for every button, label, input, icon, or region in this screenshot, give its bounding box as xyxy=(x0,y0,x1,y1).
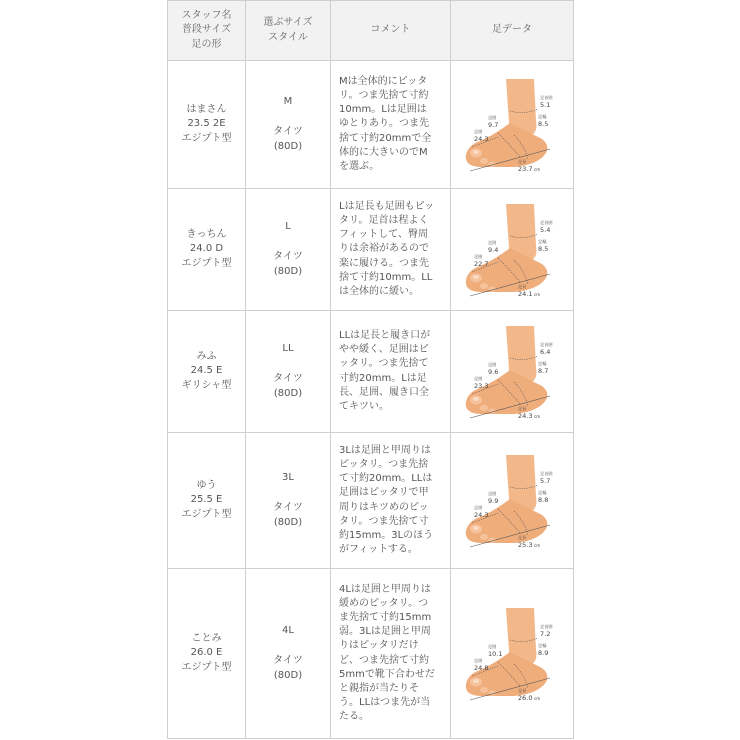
ball-girth-value: 24.3 xyxy=(474,134,489,143)
foot-length-value: 25.3 xyxy=(518,540,533,549)
comment-line: 楽に履ける。つま先 xyxy=(339,257,429,269)
foot-length-label: 足長 xyxy=(518,158,527,164)
foot-diagram xyxy=(458,198,566,302)
comment-line: やや緩く、足囲はピ xyxy=(339,344,429,356)
ball-girth-value: 24.8 xyxy=(474,663,489,672)
instep-girth-value: 9.9 xyxy=(488,496,499,505)
foot-length-label: 足長 xyxy=(518,405,527,411)
denier-label: (80D) xyxy=(273,669,303,681)
foot-width-label: 足幅 xyxy=(538,489,547,495)
unit-label: cm xyxy=(534,413,541,419)
comment-cell xyxy=(331,433,451,569)
comment-cell xyxy=(331,61,451,189)
staff-cell xyxy=(168,61,246,189)
foot-width-value: 8.5 xyxy=(538,119,549,128)
comment-line: 捨て寸約10mm。LL xyxy=(339,271,433,283)
size-cell xyxy=(246,569,331,739)
toe-shape xyxy=(480,687,488,693)
comment-line: りはピッタリだけ xyxy=(339,640,419,652)
foot-diagram xyxy=(458,449,566,553)
comment-line: 足囲はピッタリで甲 xyxy=(339,487,429,499)
unit-label: cm xyxy=(534,695,541,701)
comment-line: 捨て寸約20mmで全 xyxy=(339,132,432,144)
comment-line: リ。つま先捨て寸約 xyxy=(339,90,429,102)
instep-girth-label: 足囲 xyxy=(488,490,497,496)
ankle-girth-label: 足首囲 xyxy=(540,219,553,225)
comment-line: 3Lは足囲と甲周りは xyxy=(339,444,431,456)
toenail-shape xyxy=(473,150,479,154)
spacer xyxy=(246,485,330,501)
comment-line: てキツい。 xyxy=(339,400,389,412)
size-cell xyxy=(246,433,331,569)
chosen-size: 3L xyxy=(282,472,294,484)
comment-line: 弱。3Lは足囲と甲周 xyxy=(339,626,431,638)
foot-data-cell xyxy=(451,569,574,739)
header-size-line: スタイル xyxy=(268,31,308,43)
header-comment: コメント xyxy=(331,1,451,61)
comment-line: 約15mm。3Lのほう xyxy=(339,529,434,541)
toe-shape xyxy=(480,405,488,411)
toenail-shape xyxy=(473,526,479,530)
foot-diagram xyxy=(458,320,566,424)
comment-cell xyxy=(331,569,451,739)
chosen-size: L xyxy=(285,221,291,233)
table-row xyxy=(168,311,574,433)
comment-line: を選ぶ。 xyxy=(339,160,380,172)
denier-label: (80D) xyxy=(273,516,303,528)
comment-line: ど、つま先捨て寸約 xyxy=(339,654,429,666)
toenail-shape xyxy=(473,275,479,279)
unit-label: cm xyxy=(534,542,541,548)
style-label: タイツ xyxy=(273,373,303,385)
instep-girth-label: 足囲 xyxy=(488,643,497,649)
comment-line: タリ。つま先捨て寸 xyxy=(339,515,429,527)
style-label: タイツ xyxy=(273,655,303,667)
foot-length-label: 足長 xyxy=(518,283,527,289)
staff-name: きっちん xyxy=(186,229,227,241)
ankle-girth-value: 6.4 xyxy=(540,347,551,356)
foot-diagram xyxy=(458,602,566,706)
comment-cell xyxy=(331,311,451,433)
ankle-girth-value: 5.4 xyxy=(540,225,551,234)
size-cell xyxy=(246,189,331,311)
staff-name: ゆう xyxy=(196,480,217,492)
foot-shape: ギリシャ型 xyxy=(181,379,232,391)
chosen-size: LL xyxy=(282,343,294,355)
comment-line: 4Lは足囲と甲周りは xyxy=(339,583,431,595)
comment-line: は全体的に緩い。 xyxy=(339,285,419,297)
comment-line: たる。 xyxy=(339,711,369,723)
instep-girth-label: 足囲 xyxy=(488,239,497,245)
comment-line: Mは全体的にピッタ xyxy=(339,75,428,87)
usual-size: 26.0 E xyxy=(190,647,223,659)
chosen-size: M xyxy=(283,96,293,108)
foot-length-value: 23.7 xyxy=(518,164,533,173)
comment-cell xyxy=(331,189,451,311)
ball-girth-value: 24.3 xyxy=(474,510,489,519)
chosen-size: 4L xyxy=(282,625,294,637)
usual-size: 24.0 D xyxy=(189,243,224,255)
comment-line: LLは足長と履き口が xyxy=(339,329,431,341)
denier-label: (80D) xyxy=(273,140,303,152)
style-label: タイツ xyxy=(273,502,303,514)
foot-shape: エジプト型 xyxy=(181,661,232,673)
comment-line: 寸約20mm。Lは足 xyxy=(339,372,427,384)
comment-line: ゆとりあり。つま先 xyxy=(339,118,429,130)
foot-width-value: 8.8 xyxy=(538,495,549,504)
instep-girth-value: 10.1 xyxy=(488,649,503,658)
foot-length-value: 26.0 xyxy=(518,693,533,702)
comment-line: ピッタリ。つま先捨 xyxy=(339,458,429,470)
foot-shape: エジプト型 xyxy=(181,132,232,144)
ball-girth-value: 22.7 xyxy=(474,259,489,268)
header-foot-data: 足データ xyxy=(451,1,574,61)
header-staff-line: 足の形 xyxy=(191,38,222,50)
style-label: タイツ xyxy=(273,251,303,263)
staff-cell xyxy=(168,569,246,739)
table-row xyxy=(168,433,574,569)
foot-length-label: 足長 xyxy=(518,534,527,540)
ankle-girth-label: 足首囲 xyxy=(540,94,553,100)
comment-line: ッタリ。つま先捨て xyxy=(339,358,429,370)
header-staff-line: スタッフ名 xyxy=(181,10,232,22)
size-cell xyxy=(246,311,331,433)
toe-shape xyxy=(480,534,488,540)
ankle-girth-value: 7.2 xyxy=(540,629,551,638)
foot-width-label: 足幅 xyxy=(538,238,547,244)
ball-girth-label: 足囲 xyxy=(474,504,483,510)
ankle-girth-label: 足首囲 xyxy=(540,623,553,629)
denier-label: (80D) xyxy=(273,265,303,277)
table-row xyxy=(168,569,574,739)
unit-label: cm xyxy=(534,166,541,172)
comment-line: 5mmで靴下合わせだ xyxy=(339,668,435,680)
size-comparison-table xyxy=(167,0,574,739)
staff-cell xyxy=(168,433,246,569)
spacer xyxy=(246,109,330,125)
staff-name: みふ xyxy=(196,351,217,363)
foot-shape: エジプト型 xyxy=(181,257,232,269)
ball-girth-value: 23.3 xyxy=(474,381,489,390)
comment-line: 長、足囲、履き口全 xyxy=(339,386,429,398)
toe-shape xyxy=(480,158,488,164)
comment-line: りは余裕があるので xyxy=(339,243,429,255)
instep-girth-label: 足囲 xyxy=(488,361,497,367)
header-staff xyxy=(168,1,246,61)
comment-line: 10mm。Lは足囲は xyxy=(339,104,427,116)
toenail-shape xyxy=(473,397,479,401)
comment-line: 周りはキツめのピッ xyxy=(339,501,429,513)
foot-width-value: 8.5 xyxy=(538,244,549,253)
header-staff-line: 普段サイズ xyxy=(181,24,232,36)
foot-data-cell xyxy=(451,189,574,311)
usual-size: 23.5 2E xyxy=(187,118,226,130)
comment-line: 体的に大きいのでM xyxy=(339,146,428,158)
unit-label: cm xyxy=(534,291,541,297)
size-table-wrapper xyxy=(167,0,573,740)
staff-cell xyxy=(168,189,246,311)
comment-line: ま先捨て寸約15mm xyxy=(339,611,432,623)
comment-line: フィットして、臀周 xyxy=(339,229,428,241)
toe-shape xyxy=(480,283,488,289)
ankle-girth-value: 5.1 xyxy=(540,100,551,109)
foot-shape: エジプト型 xyxy=(181,508,232,520)
comment-line: がフィットする。 xyxy=(339,544,418,556)
style-label: タイツ xyxy=(273,126,303,138)
foot-data-cell xyxy=(451,311,574,433)
toenail-shape xyxy=(473,679,479,683)
foot-length-value: 24.3 xyxy=(518,411,533,420)
foot-data-cell xyxy=(451,433,574,569)
ankle-girth-label: 足首囲 xyxy=(540,470,553,476)
comment-line: う。LLはつま先が当 xyxy=(339,697,431,709)
spacer xyxy=(246,638,330,654)
size-cell xyxy=(246,61,331,189)
ball-girth-label: 足囲 xyxy=(474,128,483,134)
spacer xyxy=(246,234,330,250)
foot-length-value: 24.1 xyxy=(518,289,533,298)
staff-name: ことみ xyxy=(191,633,222,645)
staff-cell xyxy=(168,311,246,433)
foot-width-value: 8.9 xyxy=(538,648,549,657)
comment-line: タリ。足首は程よく xyxy=(339,215,429,227)
ankle-girth-label: 足首囲 xyxy=(540,341,553,347)
foot-diagram xyxy=(458,73,566,177)
foot-length-label: 足長 xyxy=(518,687,527,693)
instep-girth-label: 足囲 xyxy=(488,114,497,120)
ball-girth-label: 足囲 xyxy=(474,375,483,381)
comment-line: て寸約20mm。LLは xyxy=(339,473,433,485)
comment-line: 緩めのピッタリ。つ xyxy=(339,597,429,609)
foot-width-value: 8.7 xyxy=(538,366,549,375)
usual-size: 24.5 E xyxy=(190,365,223,377)
table-header-row xyxy=(168,1,574,61)
foot-data-cell xyxy=(451,61,574,189)
table-row xyxy=(168,189,574,311)
denier-label: (80D) xyxy=(273,387,303,399)
ball-girth-label: 足囲 xyxy=(474,253,483,259)
header-size xyxy=(246,1,331,61)
usual-size: 25.5 E xyxy=(190,494,223,506)
foot-width-label: 足幅 xyxy=(538,360,547,366)
ankle-girth-value: 5.7 xyxy=(540,476,551,485)
comment-line: Lは足長も足囲もピッ xyxy=(339,200,435,212)
comment-line: と親指が当たりそ xyxy=(339,682,419,694)
instep-girth-value: 9.4 xyxy=(488,245,499,254)
header-size-line: 選ぶサイズ xyxy=(263,17,313,29)
table-row xyxy=(168,61,574,189)
staff-name: はまさん xyxy=(186,104,227,116)
ball-girth-label: 足囲 xyxy=(474,657,483,663)
instep-girth-value: 9.6 xyxy=(488,367,499,376)
foot-width-label: 足幅 xyxy=(538,642,547,648)
spacer xyxy=(246,356,330,372)
instep-girth-value: 9.7 xyxy=(488,120,499,129)
foot-width-label: 足幅 xyxy=(538,113,547,119)
